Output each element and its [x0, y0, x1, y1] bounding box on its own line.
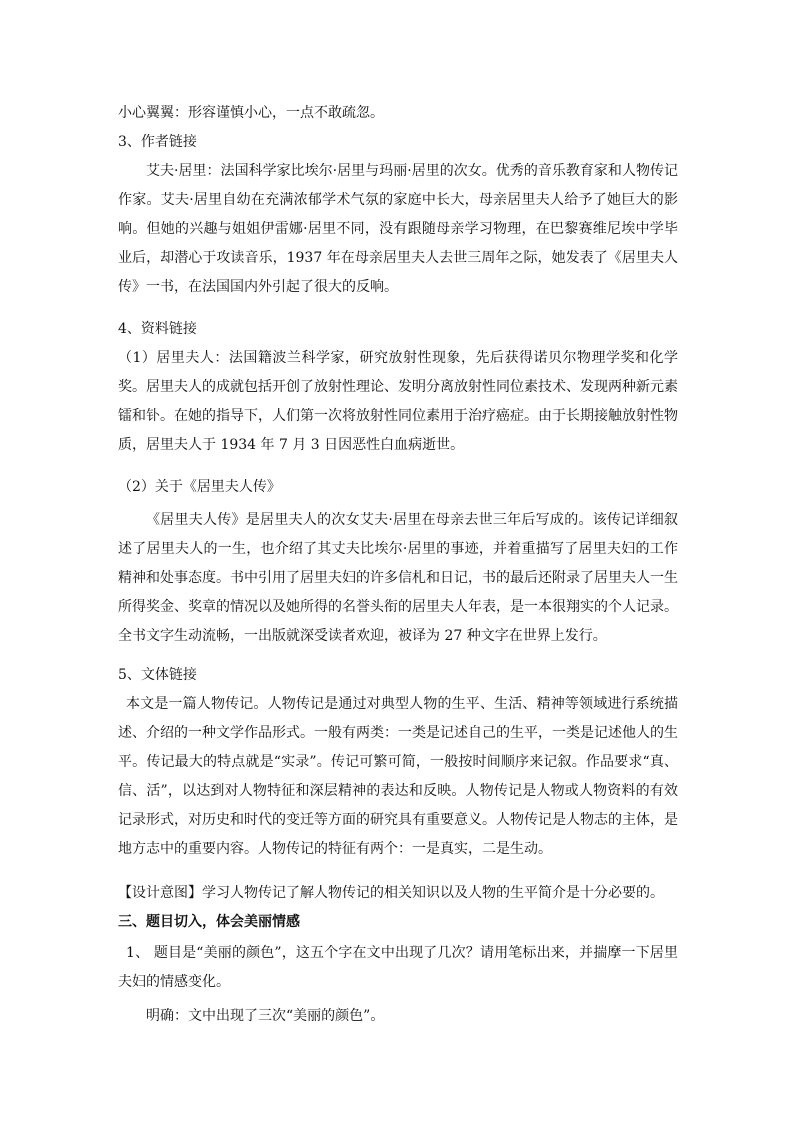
author-paragraph: 艾夫·居里：法国科学家比埃尔·居里与玛丽·居里的次女。优秀的音乐教育家和人物传记作家。艾夫·居里自幼在充满浓郁学术气氛的家庭中长大，母亲居里夫人给予了她巨大的影响。但她的兴趣与姐姐伊雷娜·居里不同，没有跟随母亲学习物理，在巴黎赛维尼埃中学毕业后，却潜心于攻读音乐，1937 年在母亲居里夫人去世三周年之际，她发表了《居里夫人传》一书，在法国国内外引起了很大的反响。	[118, 163, 678, 295]
design-intent: 【设计意图】学习人物传记了解人物传记的相关知识以及人物的生平简介是十分必要的。	[118, 885, 664, 901]
section-heading-materials: 4、资料链接	[118, 321, 197, 337]
section-heading-author: 3、作者链接	[118, 134, 197, 150]
book-paragraph: 《居里夫人传》是居里夫人的次女艾夫·居里在母亲去世三年后写成的。该传记详细叙述了居里夫人的一生，也介绍了其丈夫比埃尔·居里的事迹，并着重描写了居里夫妇的工作精神和处事态度。书中引用了居里夫妇的许多信札和日记，书的最后还附录了居里夫人一生所得奖金、奖章的情况以及她所得的名誉头衔的居里夫人年表，是一本很翔实的个人记录。全书文字生动流畅，一出版就深受读者欢迎，被译为 27 种文字在世界上发行。	[118, 512, 678, 644]
section-heading-title: 三、题目切入，体会美丽情感	[118, 914, 300, 930]
book-subheading: （2）关于《居里夫人传》	[118, 479, 281, 495]
section-heading-genre: 5、文体链接	[118, 667, 197, 683]
vocab-note: 小心翼翼：形容谨慎小心，一点不敢疏忽。	[118, 105, 384, 121]
answer-1: 明确：文中出现了三次“美丽的颜色”。	[146, 1008, 385, 1024]
question-1: 1、 题目是“美丽的颜色”，这五个字在文中出现了几次？请用笔标出来，并揣摩一下居里夫妇的情感变化。	[118, 945, 678, 990]
genre-paragraph: 本文是一篇人物传记。人物传记是通过对典型人物的生平、生活、精神等领域进行系统描述、介绍的一种文学作品形式。一般有两类：一类是记述自己的生平，一类是记述他人的生平。传记最大的特点就是“实录”。传记可繁可简，一般按时间顺序来记叙。作品要求“真、信、活”，以达到对人物特征和深层精神的表达和反映。人物传记是人物或人物资料的有效记录形式，对历史和时代的变迁等方面的研究具有重要意义。人物传记是人物志的主体，是地方志中的重要内容。人物传记的特征有两个：一是真实，二是生动。	[118, 696, 678, 857]
curie-bio-paragraph: （1）居里夫人：法国籍波兰科学家，研究放射性现象，先后获得诺贝尔物理学奖和化学奖。居里夫人的成就包括开创了放射性理论、发明分离放射性同位素技术、发现两种新元素镭和钋。在她的指导下，人们第一次将放射性同位素用于治疗癌症。由于长期接触放射性物质，居里夫人于 1934 年 7 月 3 日因恶性白血病逝世。	[118, 350, 678, 453]
